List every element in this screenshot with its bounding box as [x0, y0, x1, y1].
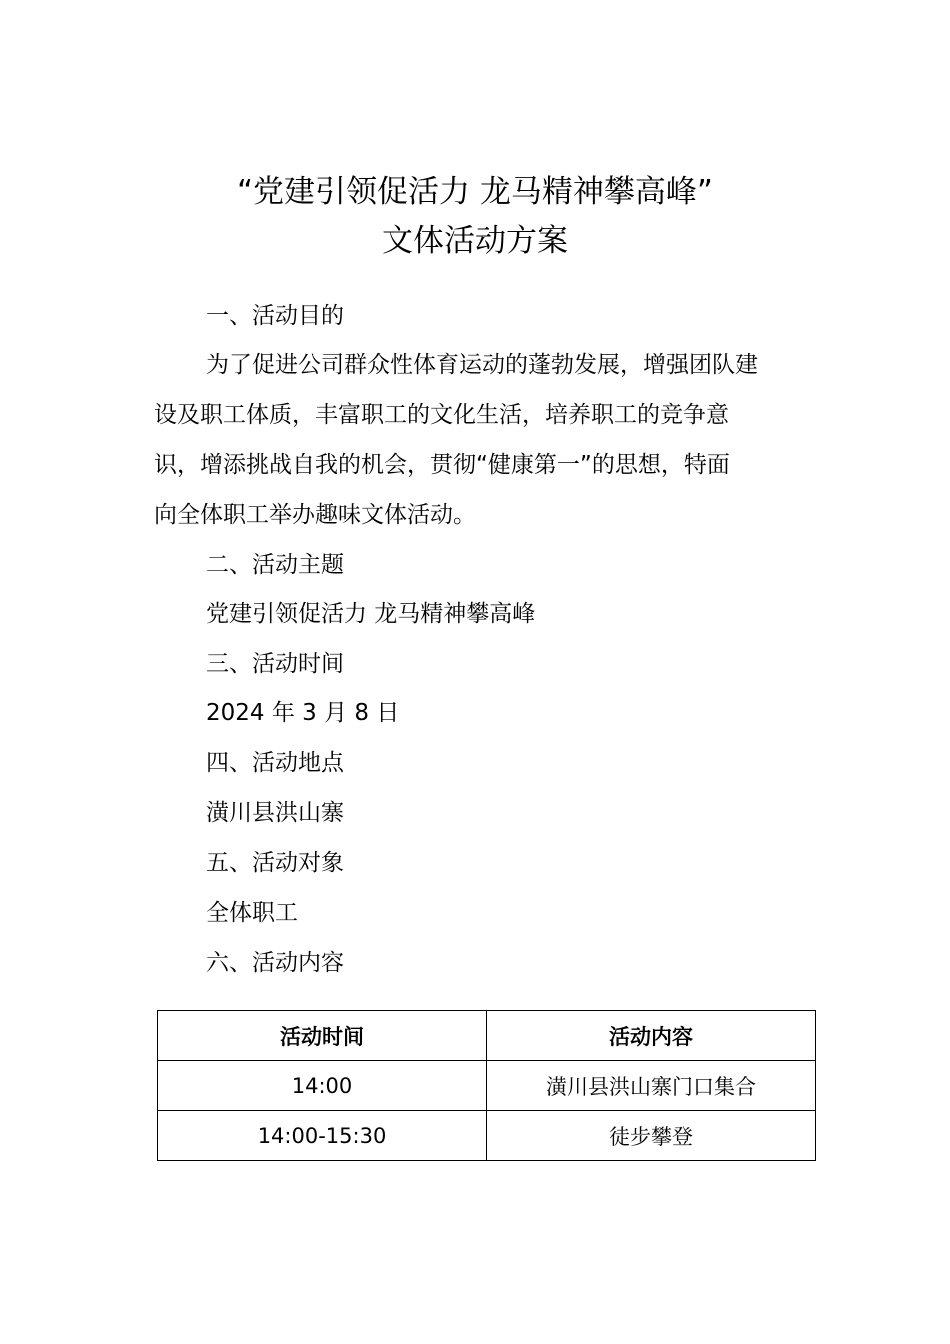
- table-row: [158, 1061, 816, 1111]
- purpose-paragraph-line-4: 向全体职工举办趣味文体活动。: [154, 502, 476, 528]
- section-heading-content: 六、活动内容: [206, 950, 344, 976]
- table-cell-content: 潢川县洪山寨门口集合: [487, 1061, 816, 1111]
- section-heading-theme: 二、活动主题: [206, 552, 344, 578]
- participants-text: 全体职工: [206, 900, 298, 926]
- time-text: 2024 年 3 月 8 日: [206, 700, 400, 726]
- section-heading-participants: 五、活动对象: [206, 850, 344, 876]
- table-cell-time: 14:00-15:30: [158, 1111, 487, 1161]
- purpose-paragraph-line-3: 识，增添挑战自我的机会，贯彻“健康第一”的思想，特面: [154, 452, 730, 478]
- document-title-line1: “党建引领促活力 龙马精神攀高峰”: [237, 174, 713, 210]
- section-heading-purpose: 一、活动目的: [206, 303, 344, 329]
- table-row: [158, 1111, 816, 1161]
- purpose-paragraph-line-1: 为了促进公司群众性体育运动的蓬勃发展，增强团队建: [206, 352, 758, 378]
- section-heading-time: 三、活动时间: [206, 651, 344, 677]
- purpose-paragraph-line-2: 设及职工体质，丰富职工的文化生活，培养职工的竞争意: [154, 402, 729, 428]
- section-heading-location: 四、活动地点: [206, 750, 344, 776]
- table-header-content: 活动内容: [487, 1011, 816, 1061]
- table-cell-content: 徒步攀登: [487, 1111, 816, 1161]
- location-text: 潢川县洪山寨: [206, 800, 344, 826]
- theme-text: 党建引领促活力 龙马精神攀高峰: [206, 601, 536, 627]
- document-title-line2: 文体活动方案: [382, 223, 568, 259]
- table-cell-time: 14:00: [158, 1061, 487, 1111]
- schedule-table: [157, 1010, 816, 1161]
- table-header-row: [158, 1011, 816, 1061]
- table-header-time: 活动时间: [158, 1011, 487, 1061]
